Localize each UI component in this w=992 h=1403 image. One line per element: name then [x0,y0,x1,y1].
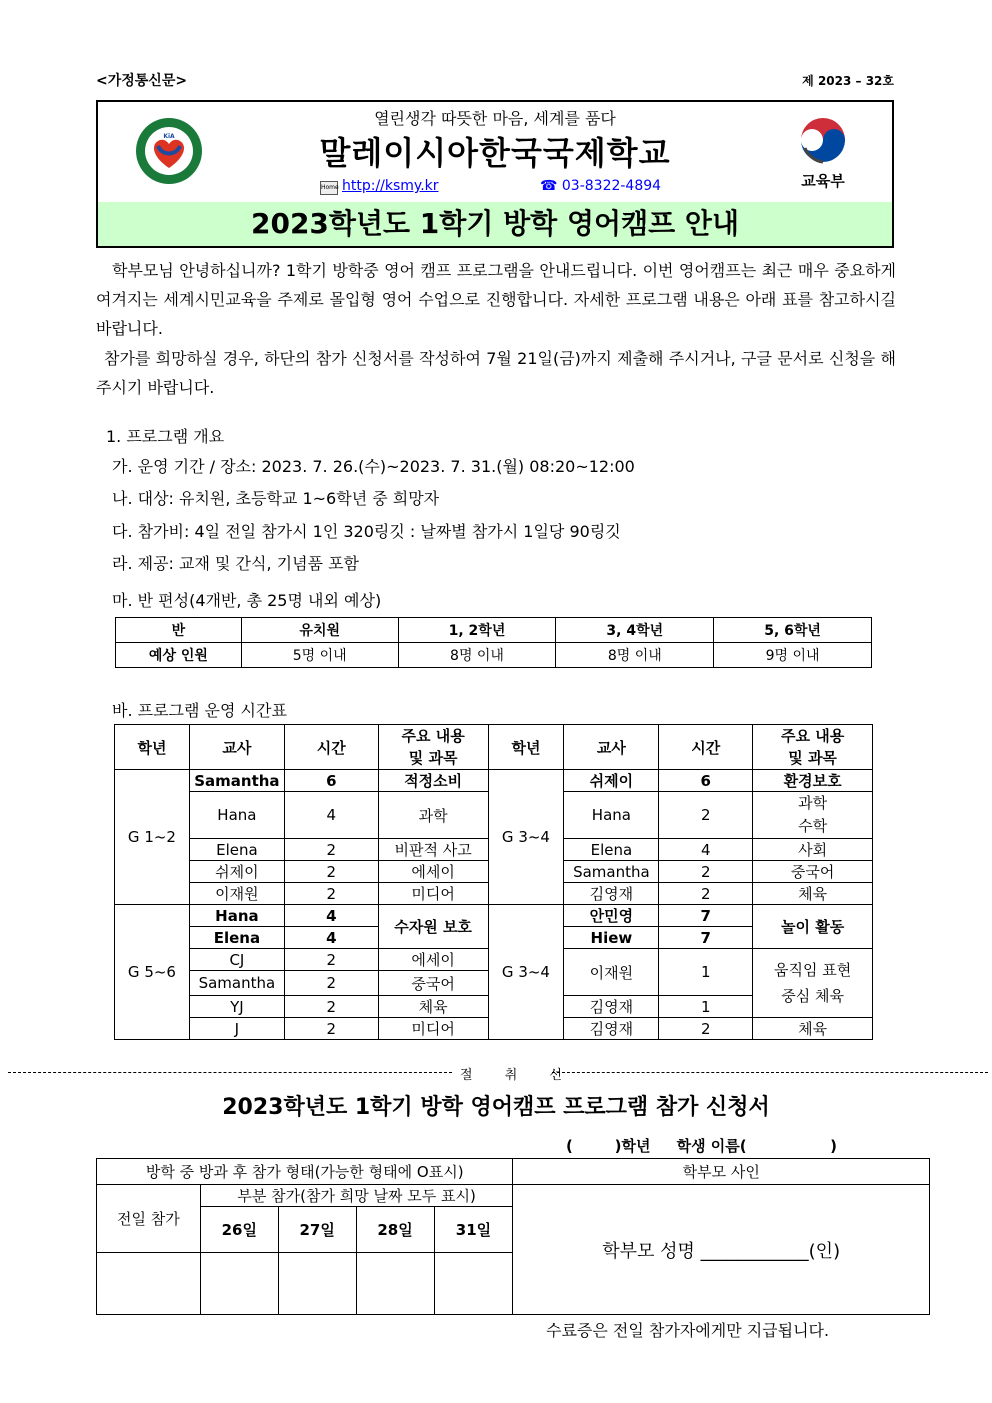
table-header: 시간 [659,725,753,770]
table-header: 학부모 사인 [513,1159,930,1185]
table-cell: 쉬제이 [564,770,659,792]
table-cell: 4 [284,905,378,927]
day-cell: 31일 [434,1207,513,1253]
table-cell: 2 [284,949,378,971]
home-icon: Home [320,181,338,195]
letterhead [96,100,894,248]
table-header: 반 [116,618,242,643]
table-cell: 과학 [378,792,488,839]
table-cell: 2 [284,883,378,905]
table-cell: 2 [659,883,753,905]
table-cell: 7 [659,927,753,949]
table-cell: 2 [284,1018,378,1040]
ministry-logo [788,112,858,192]
table-cell: 중국어 [378,971,488,996]
table-cell: 체육 [753,883,873,905]
cut-line-label: 절 취 선 [460,1068,576,1083]
table-cell: Hana [189,792,284,839]
table-header: 1, 2학년 [398,618,556,643]
ministry-name: 교육부 [801,172,845,190]
student-name-line: ( )학년 학생 이름( ) [566,1137,838,1155]
table-header: 주요 내용 및 과목 [753,725,873,770]
application-table [96,1158,930,1315]
table-cell: 2 [284,996,378,1018]
day-cell: 27일 [278,1207,356,1253]
table-cell: 에세이 [378,949,488,971]
table-cell: 적정소비 [378,770,488,792]
doc-type: <가정통신문> [96,73,188,89]
class-table [115,617,872,668]
table-cell: 이재원 [564,949,659,996]
certificate-note: 수료증은 전일 참가자에게만 지급됩니다. [546,1321,830,1340]
table-cell: 놀이 활동 [753,905,873,949]
table-cell: Hiew [564,927,659,949]
grade-cell: G 3~4 [488,770,564,905]
table-cell: 6 [284,770,378,792]
day-28-mark-field[interactable] [356,1253,434,1315]
table-header: 시간 [284,725,378,770]
table-cell: 중국어 [753,861,873,883]
schedule-heading: 바. 프로그램 운영 시간표 [112,701,287,720]
intro-paragraph-1: 학부모님 안녕하십니까? 1학기 방학중 영어 캠프 프로그램을 안내드립니다. 이번 영어캠프는 최근 매우 중요하게 여겨지는 세계시민교육을 주제로 몰입형 영어 수업으로 진행합니다. 자세한 프로그램 내용은 아래 표를 참고하시길 바랍니다. [96,261,896,338]
overview-item: 나. 대상: 유치원, 초등학교 1~6학년 중 희망자 [112,489,440,508]
table-cell: 6 [659,770,753,792]
day-31-mark-field[interactable] [434,1253,513,1315]
day-26-mark-field[interactable] [200,1253,278,1315]
table-cell: 이재원 [189,883,284,905]
table-cell: Elena [189,839,284,861]
table-cell: 4 [284,792,378,839]
overview-item: 라. 제공: 교재 및 간식, 기념품 포함 [112,554,360,573]
school-url-link[interactable]: http://ksmy.kr [342,178,439,194]
table-cell: Elena [564,839,659,861]
table-header: 학년 [115,725,190,770]
table-cell: Hana [564,792,659,839]
table-cell: 8명 이내 [398,643,556,668]
table-cell: 사회 [753,839,873,861]
page-title: 2023학년도 1학기 방학 영어캠프 안내 [98,202,892,246]
table-cell: 2 [659,792,753,839]
taegeuk-icon [795,114,851,164]
table-cell: 안민영 [564,905,659,927]
table-cell: 비판적 사고 [378,839,488,861]
doc-number: 제 2023 – 32호 [802,74,894,88]
table-cell: 9명 이내 [714,643,872,668]
table-cell: 7 [659,905,753,927]
table-cell: 김영재 [564,996,659,1018]
table-cell: Samantha [189,971,284,996]
table-header: 주요 내용 및 과목 [378,725,488,770]
table-header: 교사 [564,725,659,770]
table-header: 5, 6학년 [714,618,872,643]
table-cell: Samantha [564,861,659,883]
table-header: 학년 [488,725,564,770]
overview-item: 가. 운영 기간 / 장소: 2023. 7. 26.(수)~2023. 7. 31.(월) 08:20~12:00 [112,457,635,476]
grade-cell: G 1~2 [115,770,190,905]
grade-cell: G 3~4 [488,905,564,1040]
schedule-table [114,724,873,1040]
school-slogan: 열린생각 따뜻한 마음, 세계를 품다 [374,109,616,128]
table-cell: 미디어 [378,883,488,905]
day-cell: 28일 [356,1207,434,1253]
table-header: 교사 [189,725,284,770]
table-cell: Hana [189,905,284,927]
parent-signature: 학부모 성명 ____________(인) [513,1185,930,1315]
intro-paragraph-2: 참가를 희망하실 경우, 하단의 참가 신청서를 작성하여 7월 21일(금)까지 제출해 주시거나, 구글 문서로 신청을 해주시기 바랍니다. [96,349,896,397]
table-header: 방학 중 방과 후 참가 형태(가능한 형태에 O표시) [97,1159,513,1185]
table-cell: 김영재 [564,883,659,905]
table-cell: 4 [659,839,753,861]
table-cell: 쉬제이 [189,861,284,883]
cut-line [0,1064,992,1083]
table-header: 3, 4학년 [556,618,714,643]
full-day-label: 전일 참가 [97,1185,201,1253]
table-cell: 1 [659,949,753,996]
svg-text:KiA: KiA [163,133,175,140]
table-cell: 김영재 [564,1018,659,1040]
table-cell: 2 [284,839,378,861]
table-cell: Elena [189,927,284,949]
partial-label: 부분 참가(참가 희망 날짜 모두 표시) [200,1185,513,1207]
school-name: 말레이시아한국국제학교 [319,134,671,172]
table-cell: 2 [284,971,378,996]
table-cell: 체육 [378,996,488,1018]
table-cell: J [189,1018,284,1040]
table-cell: CJ [189,949,284,971]
overview-heading: 1. 프로그램 개요 [106,427,225,446]
table-cell: 4 [284,927,378,949]
table-cell: 예상 인원 [116,643,242,668]
table-cell: 미디어 [378,1018,488,1040]
table-cell: 체육 [753,1018,873,1040]
table-cell: YJ [189,996,284,1018]
table-cell: 5명 이내 [241,643,398,668]
table-cell: 수자원 보호 [378,905,488,949]
table-header: 유치원 [241,618,398,643]
table-cell: 1 [659,996,753,1018]
table-cell: 환경보호 [753,770,873,792]
school-phone: ☎ 03-8322-4894 [540,178,662,194]
table-cell: 움직임 표현 중심 체육 [753,949,873,1018]
day-27-mark-field[interactable] [278,1253,356,1315]
table-cell: 2 [659,1018,753,1040]
table-cell: 에세이 [378,861,488,883]
application-title: 2023학년도 1학기 방학 영어캠프 프로그램 참가 신청서 [222,1095,770,1120]
overview-item: 다. 참가비: 4일 전일 참가시 1인 320링깃 : 날짜별 참가시 1일당 90링깃 [112,522,621,541]
table-cell: 2 [284,861,378,883]
full-day-mark-field[interactable] [97,1253,201,1315]
overview-item: 마. 반 편성(4개반, 총 25명 내외 예상) [112,591,382,610]
table-cell: 2 [659,861,753,883]
table-cell: 8명 이내 [556,643,714,668]
table-cell: Samantha [189,770,284,792]
table-cell: 과학 수학 [753,792,873,839]
day-cell: 26일 [200,1207,278,1253]
grade-cell: G 5~6 [115,905,190,1040]
